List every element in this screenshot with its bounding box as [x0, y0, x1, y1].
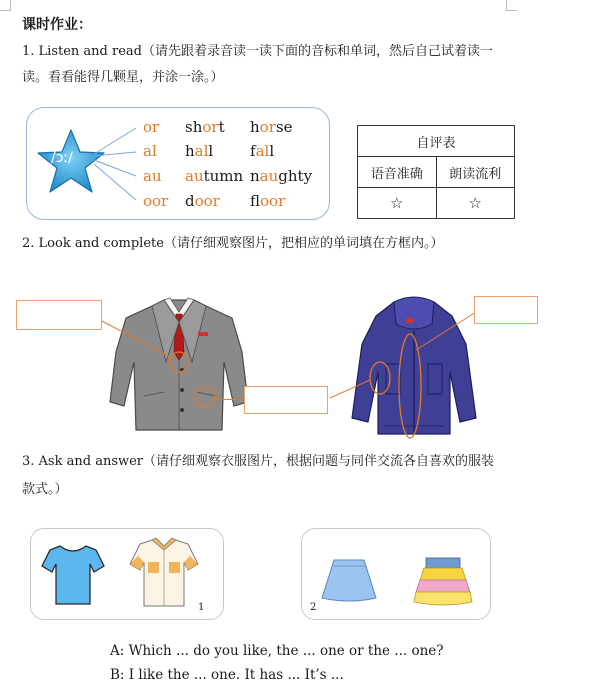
q1-instruction-cont: 读。看看能得几颗星，并涂一涂。）	[22, 70, 224, 85]
word-horse: horse	[250, 118, 293, 136]
button-shirt-icon	[126, 536, 202, 608]
answer-box-pocket[interactable]	[244, 386, 328, 414]
word-fall: fall	[250, 142, 275, 160]
card2-number: 2	[310, 602, 317, 613]
word-floor: floor	[250, 192, 286, 210]
q3-instruction: 3. Ask and answer（请仔细观察衣服图片，根据问题与同伴交流各自喜欢的服装	[22, 454, 495, 469]
page-title: 课时作业：	[22, 17, 92, 33]
word-short: short	[185, 118, 225, 136]
eval-header: 自评表	[358, 126, 515, 157]
answer-box-anorak-hood[interactable]	[474, 296, 538, 324]
star-rating-fluency[interactable]: ☆	[436, 188, 515, 219]
pattern-or: or	[143, 118, 160, 136]
layered-skirt-icon	[412, 556, 474, 608]
answer-box-suit-button[interactable]	[16, 300, 102, 330]
tshirt-icon	[40, 542, 106, 608]
q3-instruction-cont: 款式。）	[22, 482, 68, 497]
star-rating-pronunciation[interactable]: ☆	[358, 188, 437, 219]
eval-col-fluency: 朗读流利	[436, 157, 515, 188]
page-corner-mark-left	[0, 0, 11, 11]
q2-instruction: 2. Look and complete（请仔细观察图片，把相应的单词填在方框内。）	[22, 236, 444, 251]
card1-number: 1	[198, 602, 205, 613]
eval-col-pronunciation: 语音准确	[358, 157, 437, 188]
q1-cn: （请先跟着录音读一读下面的音标和单词，然后自己试着读一	[142, 44, 494, 59]
word-naughty: naughty	[250, 167, 313, 185]
dialog-a: A: Which ... do you like, the ... one or the ... one?	[110, 643, 444, 659]
page-corner-mark-right	[506, 0, 517, 11]
word-door: door	[185, 192, 220, 210]
word-autumn: autumn	[185, 167, 244, 185]
phonetic-symbol: /ɔː/	[51, 150, 73, 166]
blue-skirt-icon	[320, 556, 378, 602]
pattern-au: au	[143, 167, 162, 185]
connector-lines	[90, 120, 140, 210]
pattern-oor: oor	[143, 192, 169, 210]
pattern-al: al	[143, 142, 157, 160]
dialog-b: B: I like the ... one. It has ... It’s ...	[110, 667, 344, 683]
self-evaluation-table	[357, 125, 515, 219]
q1-en: Listen and read	[38, 44, 142, 59]
q1-number: 1.	[22, 44, 35, 59]
word-hall: hall	[185, 142, 214, 160]
q1-instruction	[22, 42, 582, 62]
